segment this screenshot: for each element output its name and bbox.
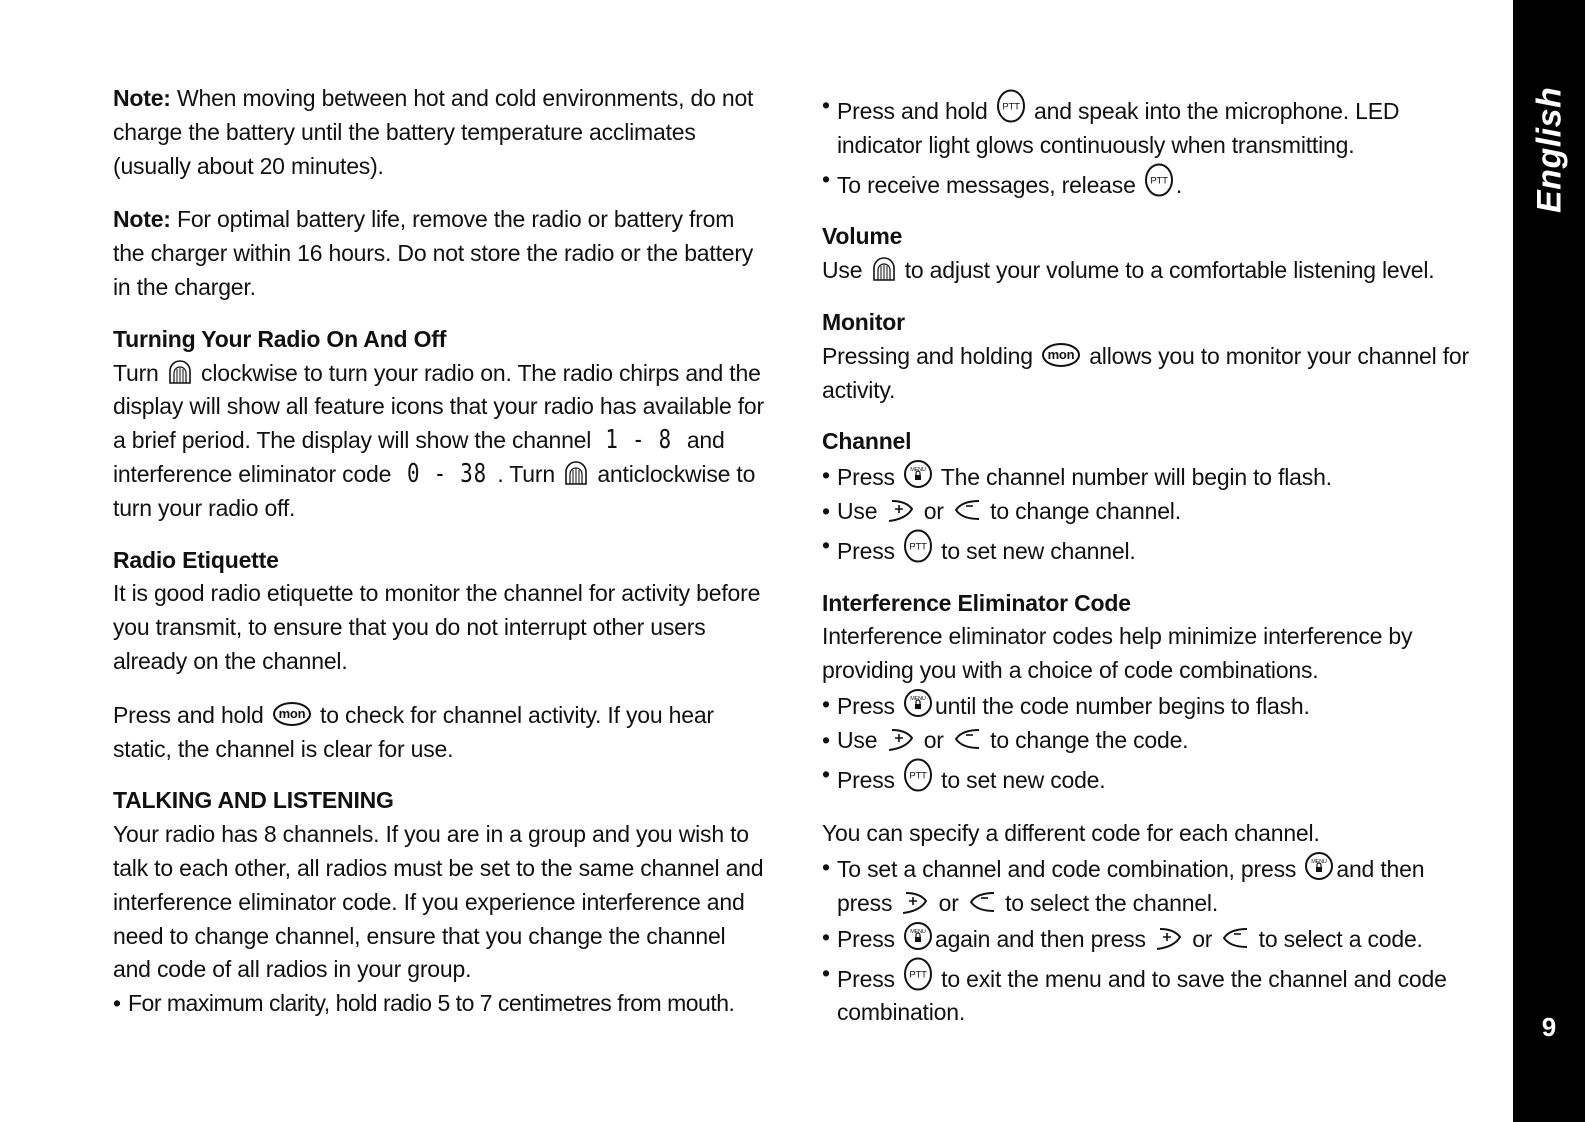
svg-text:PTT: PTT	[909, 770, 927, 782]
scroll-up-plus-button-icon	[1154, 925, 1184, 951]
etiquette-monitor-paragraph: Press and hold mon to check for channel activity. If you hear static, the channel is clear for use.	[113, 701, 714, 762]
svg-text:PTT: PTT	[909, 541, 927, 553]
svg-text:mon: mon	[278, 705, 306, 721]
specify-code-paragraph: You can specify a different code for each channel.	[822, 820, 1320, 847]
right-column	[822, 89, 1482, 1030]
monitor-button-icon	[272, 701, 312, 727]
scroll-up-plus-button-icon	[900, 889, 930, 915]
heading-radio-etiquette: Radio Etiquette	[113, 546, 279, 573]
scroll-down-minus-button-icon	[952, 497, 982, 523]
svg-text:MENU: MENU	[910, 928, 926, 935]
menu-lock-button-icon	[903, 688, 933, 718]
channel-bullets	[822, 459, 1482, 568]
language-label: English	[1530, 86, 1569, 214]
combination-bullets	[822, 851, 1482, 1030]
heading-interference-code: Interference Eliminator Code	[822, 589, 1131, 616]
heading-monitor: Monitor	[822, 308, 905, 335]
language-sidebar	[1513, 0, 1585, 1122]
list-item: • For maximum clarity, hold radio 5 to 7 centimetres from mouth.	[113, 987, 768, 1021]
iec-bullets	[822, 688, 1482, 797]
on-off-paragraph: Turn clockwise to turn your radio on. The radio chirps and the display will show all feature icons that your radio has available for a brief period. The display will show the channel 1 - 8 and interference eliminator code 0 - 38 . Turn anticlockwise to turn your radio off.	[113, 359, 764, 521]
svg-text:mon: mon	[1047, 346, 1075, 362]
battery-note-temperature: Note: When moving between hot and cold environments, do not charge the battery until the battery temperature acclimates (usually about 20 minutes).	[113, 85, 754, 179]
list-item: • Press MENU The channel number will begin to flash.	[822, 459, 1482, 495]
monitor-button-icon	[1041, 342, 1081, 368]
list-item: • Press PTT to exit the menu and to save the channel and code combination.	[822, 957, 1482, 1031]
list-item: • Use or to change the code.	[822, 724, 1482, 758]
menu-lock-button-icon	[903, 459, 933, 489]
battery-note-charger: Note: For optimal battery life, remove the radio or battery from the charger within 16 hours. Do not store the radio or the battery in the charger.	[113, 206, 754, 300]
heading-volume: Volume	[822, 223, 903, 250]
ptt-bullets	[822, 89, 1482, 202]
svg-text:MENU: MENU	[1311, 859, 1328, 866]
ptt-button-icon	[903, 529, 933, 563]
svg-text:PTT: PTT	[909, 969, 927, 981]
scroll-down-minus-button-icon	[1220, 925, 1250, 951]
on-off-volume-knob-icon	[167, 359, 193, 385]
list-item: • To set a channel and code combination, press MENU and then press or to select the channel.	[822, 851, 1482, 921]
menu-lock-button-icon	[1304, 851, 1334, 881]
list-item: • Press MENU again and then press or to select a code.	[822, 921, 1482, 957]
list-item: • Press and hold PTT and speak into the microphone. LED indicator light glows continuously when transmitting.	[822, 89, 1482, 163]
scroll-down-minus-button-icon	[952, 726, 982, 752]
monitor-paragraph: Pressing and holding mon allows you to monitor your channel for activity.	[822, 342, 1469, 403]
scroll-up-plus-button-icon	[886, 726, 916, 752]
svg-text:PTT: PTT	[1150, 175, 1168, 187]
page-number: 9	[1541, 1012, 1557, 1042]
talking-bullets	[113, 987, 768, 1021]
list-item: • Press PTT to set new code.	[822, 758, 1482, 798]
ptt-button-icon	[1144, 163, 1174, 197]
ptt-button-icon	[996, 89, 1026, 123]
etiquette-paragraph: It is good radio etiquette to monitor the channel for activity before you transmit, to ensure that you do not interrupt other users already on the channel.	[113, 580, 761, 674]
scroll-up-plus-button-icon	[886, 497, 916, 523]
lcd-channel-range: 1 - 8	[605, 425, 673, 456]
list-item: • Use or to change channel.	[822, 495, 1482, 529]
ptt-button-icon	[903, 758, 933, 792]
svg-text:MENU: MENU	[910, 467, 926, 474]
svg-text:MENU: MENU	[910, 695, 926, 702]
list-item: • Press MENU until the code number begins to flash.	[822, 688, 1482, 724]
list-item: • To receive messages, release PTT .	[822, 163, 1482, 203]
menu-lock-button-icon	[903, 921, 933, 951]
heading-talking-listening: TALKING AND LISTENING	[113, 787, 394, 814]
scroll-down-minus-button-icon	[967, 889, 997, 915]
on-off-volume-knob-icon	[871, 256, 897, 282]
talking-paragraph: Your radio has 8 channels. If you are in a group and you wish to talk to each other, all radios must be set to the same channel and interference eliminator code. If you experience interference and need to change channel, ensure that you change the channel and code of all radios in your group.	[113, 821, 764, 983]
ptt-button-icon	[903, 957, 933, 991]
lcd-code-range: 0 - 38	[407, 458, 488, 489]
heading-channel: Channel	[822, 428, 912, 455]
on-off-volume-knob-icon	[563, 460, 589, 486]
iec-paragraph: Interference eliminator codes help minimize interference by providing you with a choice of code combinations.	[822, 623, 1413, 684]
svg-text:PTT: PTT	[1002, 101, 1020, 113]
heading-on-off: Turning Your Radio On And Off	[113, 325, 447, 352]
left-column	[113, 82, 768, 1021]
volume-paragraph: Use to adjust your volume to a comfortable listening level.	[822, 257, 1435, 284]
list-item: • Press PTT to set new channel.	[822, 529, 1482, 569]
